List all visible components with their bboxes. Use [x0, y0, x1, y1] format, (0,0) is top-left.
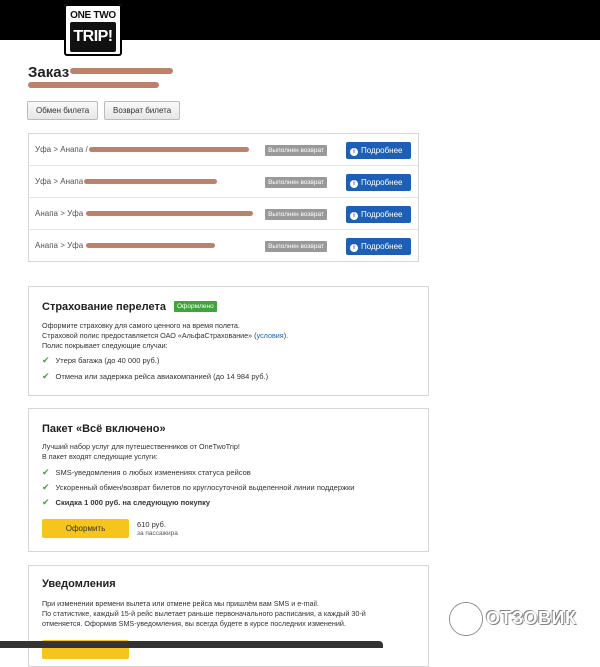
redaction	[89, 147, 249, 152]
list-item	[42, 355, 159, 366]
terms-link[interactable]: условия	[256, 331, 284, 340]
info-icon: i	[350, 148, 358, 156]
notifications-panel	[28, 565, 429, 667]
order-row	[29, 134, 418, 166]
list-item	[42, 371, 268, 382]
status-badge: Оформлено	[174, 301, 217, 312]
list-item	[42, 482, 354, 493]
status-badge: Выполнен возврат	[265, 241, 327, 252]
insurance-line1: Оформите страховку для самого ценного на время полета.	[42, 321, 240, 330]
redaction	[86, 243, 215, 248]
details-button[interactable]	[346, 142, 411, 159]
insurance-text	[42, 321, 422, 351]
package-price-note: за пассажира	[137, 530, 178, 537]
list-item-label: Ускоренный обмен/возврат билетов по круглосуточной выделенной линии поддержки	[55, 483, 355, 492]
redaction	[28, 82, 159, 88]
package-line1: Лучший набор услуг для путешественников от OneTwoTrip!	[42, 442, 240, 451]
order-row	[29, 198, 418, 230]
insurance-title: Страхование перелета	[42, 301, 166, 313]
redaction	[70, 68, 173, 74]
package-title: Пакет «Всё включено»	[42, 423, 166, 435]
status-badge: Выполнен возврат	[265, 145, 327, 156]
logo-box-text: TRIP!	[70, 22, 116, 52]
details-label: Подробнее	[361, 210, 403, 219]
notifications-line3: отменяется. Оформив SMS-уведомления, вы всегда будете в курсе последних изменений.	[42, 619, 346, 628]
status-badge: Выполнен возврат	[265, 209, 327, 220]
notifications-title: Уведомления	[42, 578, 116, 590]
notifications-line1: При изменении времени вылета или отмене рейса мы пришлём вам SMS и e-mail.	[42, 599, 319, 608]
list-item-label: SMS-уведомления о любых изменениях статуса рейсов	[55, 468, 251, 477]
orders-list	[28, 133, 419, 262]
order-row	[29, 230, 418, 261]
notifications-text	[42, 599, 422, 629]
insurance-line3: Полис покрывает следующие случаи:	[42, 341, 168, 350]
exchange-ticket-button[interactable]: Обмен билета	[27, 101, 98, 120]
package-panel	[28, 408, 429, 552]
package-line2: В пакет входят следующие услуги:	[42, 452, 158, 461]
details-label: Подробнее	[361, 178, 403, 187]
details-button[interactable]	[346, 174, 411, 191]
check-icon: ✔	[42, 371, 50, 381]
list-item-label: Отмена или задержка рейса авиакомпанией (до 14 984 руб.)	[55, 372, 269, 381]
details-button[interactable]	[346, 206, 411, 223]
watermark-text: ОТЗОВИК	[486, 607, 577, 628]
order-row	[29, 166, 418, 198]
notifications-line2: По статистике, каждый 15-й рейс вылетает раньше первоначального расписания, а каждый 30-й	[42, 609, 366, 618]
watermark-icon	[450, 603, 482, 635]
package-price: 610 руб.	[137, 520, 166, 529]
check-icon: ✔	[42, 482, 50, 492]
insurance-panel	[28, 286, 429, 396]
details-button[interactable]	[346, 238, 411, 255]
logo-top-text: ONE TWO	[70, 10, 116, 21]
order-route: Уфа > Анапа	[35, 177, 84, 186]
list-item	[42, 467, 251, 478]
info-icon: i	[350, 180, 358, 188]
list-item-label: Скидка 1 000 руб. на следующую покупку	[55, 498, 211, 507]
insurance-line2-pre: Страховой полис предоставляется ОАО «АльфаСтрахование» (	[42, 331, 257, 340]
details-label: Подробнее	[361, 146, 403, 155]
info-icon: i	[350, 212, 358, 220]
logo[interactable]	[64, 4, 122, 56]
check-icon: ✔	[42, 355, 50, 365]
status-badge: Выполнен возврат	[265, 177, 327, 188]
order-route: Анапа > Уфа	[35, 209, 84, 218]
order-route: Уфа > Анапа /	[35, 145, 88, 154]
list-item-label: Утеря багажа (до 40 000 руб.)	[55, 356, 160, 365]
list-item	[42, 497, 210, 508]
browser-status-bar	[0, 641, 383, 648]
order-package-button[interactable]: Оформить	[42, 519, 129, 538]
refund-ticket-button[interactable]: Возврат билета	[104, 101, 180, 120]
check-icon: ✔	[42, 467, 50, 477]
check-icon: ✔	[42, 497, 50, 507]
insurance-line2-post: ).	[283, 331, 289, 340]
redaction	[84, 179, 217, 184]
insurance-line2	[42, 331, 422, 341]
info-icon: i	[350, 244, 358, 252]
page-title: Заказ	[28, 64, 70, 81]
order-route: Анапа > Уфа	[35, 241, 84, 250]
package-text	[42, 442, 422, 462]
watermark	[450, 603, 576, 637]
details-label: Подробнее	[361, 242, 403, 251]
redaction	[86, 211, 253, 216]
